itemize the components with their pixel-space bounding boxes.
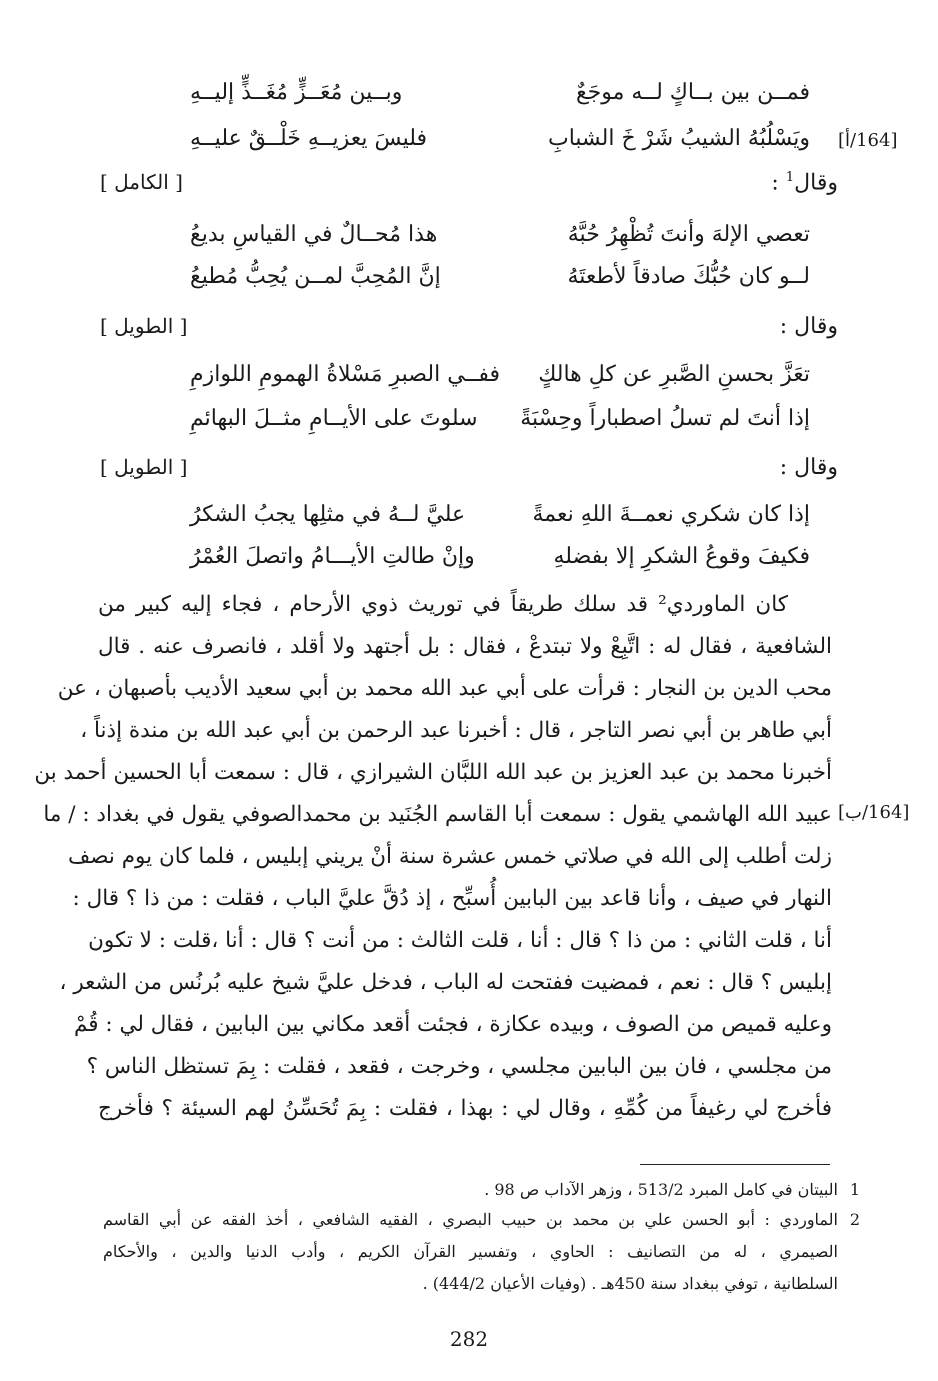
verse-first-hemistich: تعصي الإلهَ وأنتَ تُظْهِرُ حُبَّهُ [567,222,810,247]
meter-label-kamil: [ الكامل ] [100,170,183,194]
prose-line: إبليس ؟ قال : نعم ، فمضيت ففتحت له الباب ، فدخل عليَّ شيخ عليه بُرنُس من الشعر ، [59,970,832,995]
page-number: 282 [449,1327,489,1351]
footnote-separator [640,1164,830,1165]
verse-first-hemistich: فمــن بين بــاكٍ لــه موجَعٌ [575,80,810,105]
prose-line: وعليه قميص من الصوف ، وبيده عكازة ، فجئت أقعد مكاني بين البابين ، فقال لي : قُمْ [73,1012,832,1037]
margin-ref-164b: [164/ب] [838,802,910,823]
verse-second-hemistich: وإنْ طالتِ الأيـــامُ واتصلَ العُمْرُ [190,544,475,569]
prose-line: أنا ، قلت الثاني : من ذا ؟ قال : أنا ، قلت الثالث : من أنت ؟ قال : أنا ،قلت : لا تكون [88,928,832,953]
verse-line-5 [150,362,830,402]
footnote-number: 2 [849,1210,860,1229]
prose-line: الشافعية ، فقال له : اتَّبِعْ ولا تبتدعْ ، فقال : بل أجتهد ولا أقلد ، فانصرف عنه . قال [98,634,832,659]
prose-line: محب الدين بن النجار : قرأت على أبي عبد الله محمد بن أبي سعيد الأديب بأصبهان ، عن [57,676,832,701]
footnote-2-cont [103,1242,838,1261]
footnote-1 [103,1180,860,1199]
verse-second-hemistich: عليَّ لــهُ في مثلِها يجبُ الشكرُ [190,502,466,527]
verse-first-hemistich: إذا كان شكري نعمــةَ اللهِ نعمةً [532,502,810,527]
meter-label-tawil: [ الطويل ] [100,314,188,338]
verse-line-3 [150,222,830,262]
meter-label-tawil: [ الطويل ] [100,455,188,479]
verse-intro-3: وقال : [779,455,838,480]
footnote-text: الصيمري ، له من التصانيف : الحاوي ، وتفسير القرآن الكريم ، وأدب الدنيا والدين ، والأحكام [103,1242,838,1261]
verse-first-hemistich: تعَزَّ بحسنِ الصَّبرِ عن كلِ هالكٍ [538,362,810,387]
prose-line: كان الماوردي² قد سلك طريقاً في توريث ذوي الأرحام ، فجاء إليه كبير من [98,592,788,617]
verse-line-2 [150,126,830,166]
verse-first-hemistich: فكيفَ وقوعُ الشكرِ إلا بفضلهِ [553,544,810,569]
prose-line: من مجلسي ، فان بين البابين مجلسي ، وخرجت ، فقعد ، فقلت : بِمَ تستظل الناس ؟ [86,1054,832,1079]
verse-first-hemistich: ويَسْلُبُهُ الشيبُ شَرْ خَ الشبابِ [547,126,810,151]
prose-line: عبيد الله الهاشمي يقول : سمعت أبا القاسم الجُنَيد بن محمدالصوفي يقول في بغداد : / ما [43,802,832,827]
prose-line: زلت أطلب إلى الله في صلاتي خمس عشرة سنة أنْ يريني إبليس ، فلما كان يوم نصف [68,844,832,869]
verse-line-8 [150,544,830,584]
prose-line: أبي طاهر بن أبي نصر التاجر ، قال : أخبرنا عبد الرحمن بن أبي عبد الله بن مندة إذناً ، [80,718,832,743]
verse-line-7 [150,502,830,542]
prose-line: فأخرج لي رغيفاً من كُمِّهِ ، وقال لي : بهذا ، فقلت : بِمَ تُحَسِّنُ لهم السيئة ؟ فأخرج [98,1096,832,1121]
verse-second-hemistich: إنَّ المُحِبَّ لمــن يُحِبُّ مُطيعُ [190,264,441,289]
verse-line-1 [150,80,830,120]
footnote-text: السلطانية ، توفي ببغداد سنة 450هـ . (وفيات الأعيان 444/2) . [422,1274,838,1293]
verse-first-hemistich: إذا أنتَ لم تسلُ اصطباراً وحِسْبَةً [520,406,810,431]
footnote-2 [103,1210,860,1229]
verse-intro-2: وقال : [779,314,838,339]
footnote-text: الماوردي : أبو الحسن علي بن محمد بن حبيب البصري ، الفقيه الشافعي ، أخذ الفقه عن أبي القاسم [103,1210,838,1229]
verse-intro-1: وقال$^1$ : [771,170,838,196]
footnote-number: 1 [849,1180,860,1199]
margin-ref-164a: [164/أ] [838,130,898,151]
verse-second-hemistich: وبــين مُعَــزٍّ مُغَــذٍّ إليــهِ [190,80,403,105]
footnote-text: البيتان في كامل المبرد 513/2 ، وزهر الآداب ص 98 . [484,1180,838,1199]
verse-line-6 [150,406,830,446]
verse-second-hemistich: هذا مُحــالٌ في القياسِ بديعُ [190,222,438,247]
footnote-2-cont [103,1274,838,1293]
prose-line: أخبرنا محمد بن عبد العزيز بن عبد الله اللبَّان الشيرازي ، قال : سمعت أبا الحسين أحمد بن [34,760,832,785]
verse-second-hemistich: ففــي الصبرِ مَسْلاةُ الهمومِ اللوازمِ [190,362,501,387]
verse-second-hemistich: فليسَ يعزيــهِ خَلْــقٌ عليــهِ [190,126,428,151]
verse-line-4 [150,264,830,304]
prose-line: النهار في صيف ، وأنا قاعد بين البابين أُسبِّح ، إذ دُقَّ عليَّ الباب ، فقلت : من ذا ؟ قال : [72,886,832,911]
verse-second-hemistich: سلوتَ على الأيــامِ مثــلَ البهائمِ [190,406,478,431]
verse-first-hemistich: لــو كان حُبُّكَ صادقاً لأطعتَهُ [567,264,810,289]
